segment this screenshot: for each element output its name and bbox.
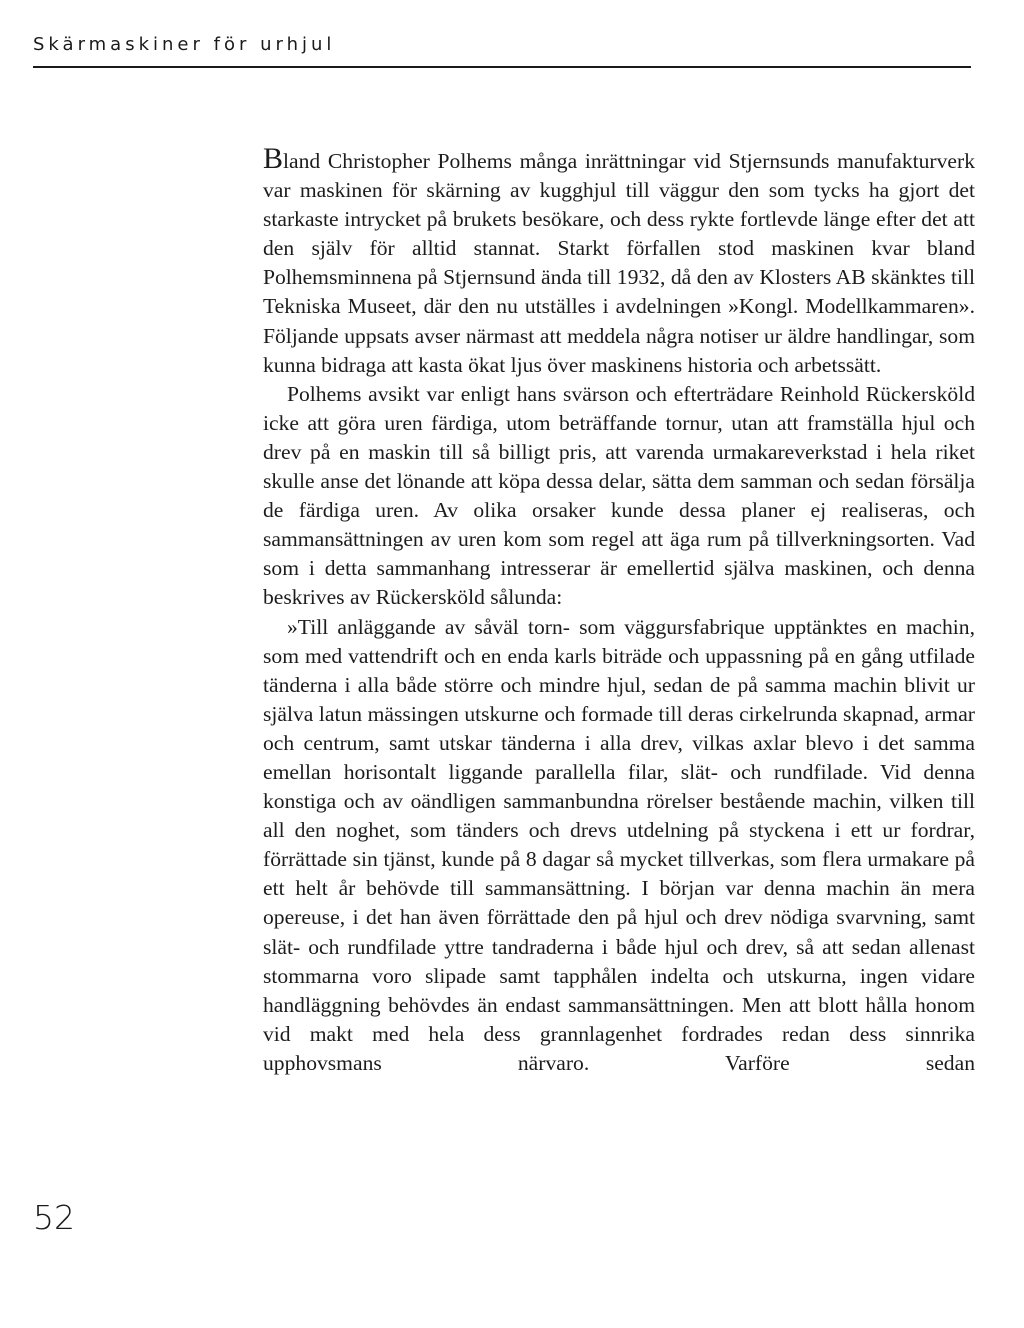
paragraph-1-text: land Christopher Polhems många inrättningar vid Stjernsunds manufakturverk var maskinen för skärning av kugghjul till väggur den som tycks ha gjort det starkaste intrycket på brukets besökare, och dess rykte fortlevde länge efter det att den själv för alltid stannat. Starkt förfallen stod maskinen kvar bland Polhemsminnena på Stjernsund ända till 1932, då den av Klosters AB skänktes till Tekniska Museet, där den nu utställes i avdelningen »Kongl. Modellkammaren». Följande uppsats avser närmast att meddela några notiser ur äldre handlingar, som kunna bidraga att kasta ökat ljus över maskinens historia och arbetssätt. — [263, 149, 975, 377]
drop-cap: B — [263, 142, 284, 175]
paragraph-3: »Till anläggande av såväl torn- som väggursfabrique upptänktes en machin, som med vattendrift och en enda karls biträde och uppassning på en gång utfilade tänderna i alla både större och mindre hjul, sedan de på samma machin blivit ur själva latun mässingen utskurne och formade till deras cirkelrunda skapnad, armar och centrum, samt utskar tänderna i alla drev, vilkas axlar blevo i det samma emellan horisontalt liggande parallella filar, slät- och rundfilade. Vid denna konstiga och av oändligen sammanbundna rörelser bestående machin, vilken till all den noghet, som tänders och drevs utdelning på styckena i ett ur fordrar, förrättade sin tjänst, kunde på 8 dagar så mycket tillverkas, som flera urmakare på ett helt år behövde till sammansättning. I början var denna machin än mera opereuse, i det han även förrättade den på hjul och drev nödiga svarvning, samt slät- och rundfilade yttre tandraderna i både hjul och drev, så att sedan allenast stommarna voro slipade samt tapphålen indelta och utskurna, ingen vidare handläggning behövdes än endast sammansättningen. Men att blott hålla honom vid makt med hela dess grannlagenhet fordrades redan dess sinnrika upphovsmans närvaro. Varföre sedan — [263, 614, 975, 1075]
body-text — [263, 142, 975, 1078]
page-number: 52 — [33, 1198, 75, 1237]
running-title: Skärmaskiner för urhjul — [33, 34, 336, 55]
header-rule — [33, 66, 971, 68]
paragraph-1 — [263, 142, 975, 380]
paragraph-2: Polhems avsikt var enligt hans svärson och efterträdare Reinhold Rückersköld icke att göra uren färdiga, utom beträffande tornur, utan att framställa hjul och drev på en maskin till så billigt pris, att varenda urmakareverkstad i hela riket skulle anse det lönande att köpa dessa delar, sätta dem samman och sedan försälja de färdiga uren. Av olika orsaker kunde dessa planer ej realiseras, och sammansättningen av uren kom som regel att äga rum på tillverkningsorten. Vad som i detta sammanhang intresserar är emellertid själva maskinen, och denna beskrives av Rückersköld sålunda: — [263, 381, 975, 610]
